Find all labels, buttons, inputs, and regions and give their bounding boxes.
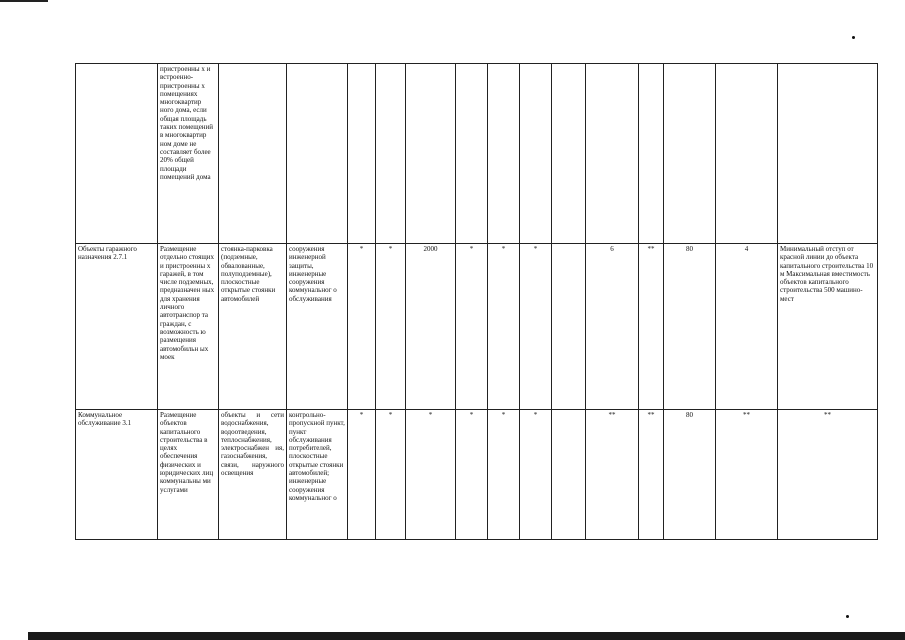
cell-conditional-use bbox=[219, 64, 287, 244]
cell-value: 2000 bbox=[406, 244, 456, 410]
table-row-utilities bbox=[76, 410, 878, 540]
cell-value: * bbox=[348, 410, 376, 540]
cell-value bbox=[406, 64, 456, 244]
cell-value: 6 bbox=[586, 244, 639, 410]
scan-edge-bottom bbox=[28, 632, 905, 640]
cell-value bbox=[456, 64, 488, 244]
cell-auxiliary-use: контрольно-пропускной пункт, пункт обслуживания потребителей, плоскостные открытые стоянки автомобилей; инженерные сооружения коммунальног о bbox=[287, 410, 348, 540]
cell-value: * bbox=[520, 410, 552, 540]
cell-value: 80 bbox=[664, 410, 716, 540]
cell-note: ** bbox=[778, 410, 878, 540]
cell-value: * bbox=[348, 244, 376, 410]
cell-value: * bbox=[488, 244, 520, 410]
cell-conditional-use: объекты и сети водоснабжения, водоотведения, теплоснабжения, электроснабжен ия, газоснабжения, связи, наружного освещения bbox=[219, 410, 287, 540]
cell-note bbox=[778, 64, 878, 244]
cell-main-use: Размещение объектов капитального строительства в целях обеспечения физических и юридических лиц коммунальны ми услугами bbox=[158, 410, 219, 540]
table-row-garage bbox=[76, 244, 878, 410]
cell-value: * bbox=[456, 410, 488, 540]
cell-value: ** bbox=[716, 410, 778, 540]
cell-auxiliary-use bbox=[287, 64, 348, 244]
cell-value: * bbox=[520, 244, 552, 410]
cell-value bbox=[520, 64, 552, 244]
cell-value bbox=[639, 64, 664, 244]
cell-value: * bbox=[488, 410, 520, 540]
cell-main-use: пристроенны х и встроенно-пристроенны х помещениях многоквартир ного дома, если общая площадь таких помещений в многоквартир ном доме не составляет более 20% общей площади помещений дома bbox=[158, 64, 219, 244]
cell-name: Объекты гаражного назначения 2.7.1 bbox=[76, 244, 158, 410]
cell-conditional-use: стоянка-парковка (подземные, обвалованные, полуподземные), плоскостные открытые стоянки автомобилей bbox=[219, 244, 287, 410]
cell-value: 80 bbox=[664, 244, 716, 410]
cell-value: * bbox=[406, 410, 456, 540]
cell-value: ** bbox=[639, 410, 664, 540]
cell-value bbox=[488, 64, 520, 244]
cell-value: ** bbox=[639, 244, 664, 410]
cell-value bbox=[664, 64, 716, 244]
scan-speck bbox=[846, 615, 849, 618]
cell-value bbox=[348, 64, 376, 244]
table-row-continued bbox=[76, 64, 878, 244]
land-use-regulations-table bbox=[75, 63, 878, 540]
cell-value bbox=[552, 64, 586, 244]
scan-speck bbox=[852, 36, 855, 39]
cell-value bbox=[716, 64, 778, 244]
cell-value: * bbox=[456, 244, 488, 410]
cell-main-use: Размещение отдельно стоящих и пристроенны х гаражей, в том числе подземных, предназначен ных для хранения личного автотранспор та граждан, с возможность ю размещения автомобильн ых моек bbox=[158, 244, 219, 410]
cell-value bbox=[552, 244, 586, 410]
cell-value: * bbox=[376, 244, 406, 410]
cell-value: 4 bbox=[716, 244, 778, 410]
cell-value bbox=[376, 64, 406, 244]
cell-value bbox=[552, 410, 586, 540]
cell-note: Минимальный отступ от красной линии до объекта капитального строительства 10 м Максимальная вместимость объектов капитального строительства 500 машино-мест bbox=[778, 244, 878, 410]
cell-name bbox=[76, 64, 158, 244]
scan-edge-top bbox=[0, 0, 48, 2]
cell-value: ** bbox=[586, 410, 639, 540]
cell-name: Коммунальное обслуживание 3.1 bbox=[76, 410, 158, 540]
cell-auxiliary-use: сооружения инженерной защиты, инженерные сооружения коммунальног о обслуживания bbox=[287, 244, 348, 410]
cell-value: * bbox=[376, 410, 406, 540]
cell-value bbox=[586, 64, 639, 244]
